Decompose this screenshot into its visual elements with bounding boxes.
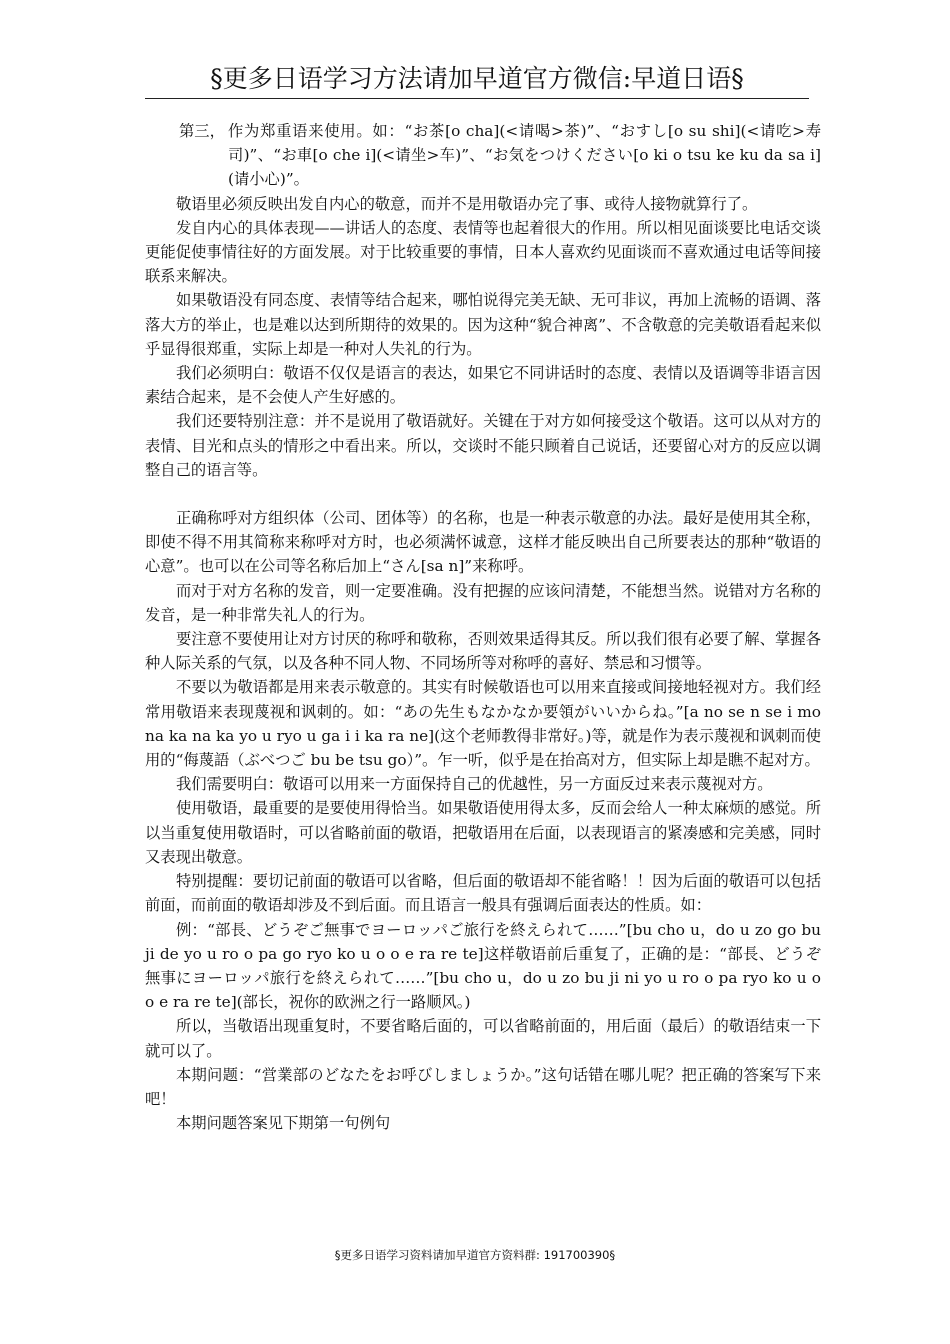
paragraph: 所以，当敬语出现重复时，不要省略后面的，可以省略前面的，用后面（最后）的敬语结束一下就可以了。 bbox=[145, 1017, 821, 1060]
paragraph: 本期问题：“営業部のどなたをお呼びしましょうか。”这句话错在哪儿呢？把正确的答案写下来吧！ bbox=[145, 1065, 821, 1108]
paragraph: 使用敬语，最重要的是要使用得恰当。如果敬语使用得太多，反而会给人一种太麻烦的感觉。所以当重复使用敬语时，可以省略前面的敬语，把敬语用在后面，以表现语言的紧凑感和完美感，同时又表现出敬意。 bbox=[145, 799, 821, 866]
footer-text: §更多日语学习资料请加早道官方资料群: 191700390§ bbox=[334, 1248, 616, 1262]
paragraph: 例：“部長、どうぞご無事でヨーロッパご旅行を終えられて……”[bu cho u，do u zo go bu ji de yo u ro o pa go ryo ko u o o e ra re te]这样敬语前后重复了，正确的是：“部長、どうぞ無事にヨーロッパ旅行を終えられて……”[bu cho u，do u zo bu ji ni yo u ro o pa ryo ko u o o e ra re te](部长，祝你的欧洲之行一路顺风。) bbox=[145, 920, 821, 1012]
paragraph: 发自内心的具体表现——讲话人的态度、表情等也起着很大的作用。所以相见面谈要比电话交谈更能促使事情往好的方面发展。对于比较重要的事情，日本人喜欢约见面谈而不喜欢通过电话等间接联系来解决。 bbox=[145, 218, 821, 286]
paragraph: 敬语里必须反映出发自内心的敬意，而并不是用敬语办完了事、或待人接物就算行了。 bbox=[176, 194, 758, 213]
point-text: 作为郑重语来使用。如：“お茶[o cha](<请喝>茶)”、“おすし[o su shi](<请吃>寿司)”、“お車[o che i](<请坐>车)”、“お気をつけください[o ki o tsu ke ku da sa i](请小心)”。 bbox=[228, 122, 821, 189]
paragraph: 不要以为敬语都是用来表示敬意的。其实有时候敬语也可以用来直接或间接地轻视对方。我们经常用敬语来表现蔑视和讽刺的。如：“あの先生もなかなか要領がいいからね。”[a no se n se i mo na ka na ka yo u ryo u ga i i ka ra ne](这个老师教得非常好。)等，就是作为表示蔑视和讽刺而使用的“侮蔑語（ぶべつご bu be tsu go）”。乍一听，似乎是在抬高对方，但实际上却是瞧不起对方。 bbox=[145, 678, 821, 770]
header-divider bbox=[145, 98, 809, 99]
header-title: §更多日语学习方法请加早道官方微信:早道日语§ bbox=[210, 64, 744, 93]
paragraph: 如果敬语没有同态度、表情等结合起来，哪怕说得完美无缺、无可非议，再加上流畅的语调、落落大方的举止，也是难以达到所期待的效果的。因为这种“貌合神离”、不含敬意的完美敬语看起来似乎显得很郑重，实际上却是一种对人失礼的行为。 bbox=[145, 291, 821, 358]
point-label: 第三， bbox=[179, 122, 225, 140]
paragraph: 要注意不要使用让对方讨厌的称呼和敬称，否则效果适得其反。所以我们很有必要了解、掌握各种人际关系的气氛，以及各种不同人物、不同场所等对称呼的喜好、禁忌和习惯等。 bbox=[145, 630, 821, 673]
point-three bbox=[145, 119, 821, 192]
paragraph: 我们需要明白：敬语可以用来一方面保持自己的优越性，另一方面反过来表示蔑视对方。 bbox=[176, 775, 773, 794]
paragraph: 我们必须明白：敬语不仅仅是语言的表达，如果它不同讲话时的态度、表情以及语调等非语言因素结合起来，是不会使人产生好感的。 bbox=[145, 364, 821, 407]
article-body bbox=[145, 119, 821, 1135]
paragraph: 而对于对方名称的发音，则一定要准确。没有把握的应该问清楚，不能想当然。说错对方名称的发音，是一种非常失礼人的行为。 bbox=[145, 581, 821, 624]
paragraph: 我们还要特别注意：并不是说用了敬语就好。关键在于对方如何接受这个敬语。这可以从对方的表情、目光和点头的情形之中看出来。所以，交谈时不能只顾着自己说话，还要留心对方的反应以调整自己的语言等。 bbox=[145, 412, 821, 479]
paragraph: 本期问题答案见下期第一句例句 bbox=[176, 1114, 391, 1133]
section-gap bbox=[145, 482, 821, 506]
paragraph: 正确称呼对方组织体（公司、团体等）的名称，也是一种表示敬意的办法。最好是使用其全称，即使不得不用其简称来称呼对方时，也必须满怀诚意，这样才能反映出自己所要表达的那种“敬语的心意”。也可以在公司等名称后加上“さん[sa n]”来称呼。 bbox=[145, 509, 821, 576]
paragraph: 特别提醒：要切记前面的敬语可以省略，但后面的敬语却不能省略！！因为后面的敬语可以包括前面，而前面的敬语却涉及不到后面。而且语言一般具有强调后面表达的性质。如： bbox=[145, 872, 821, 915]
